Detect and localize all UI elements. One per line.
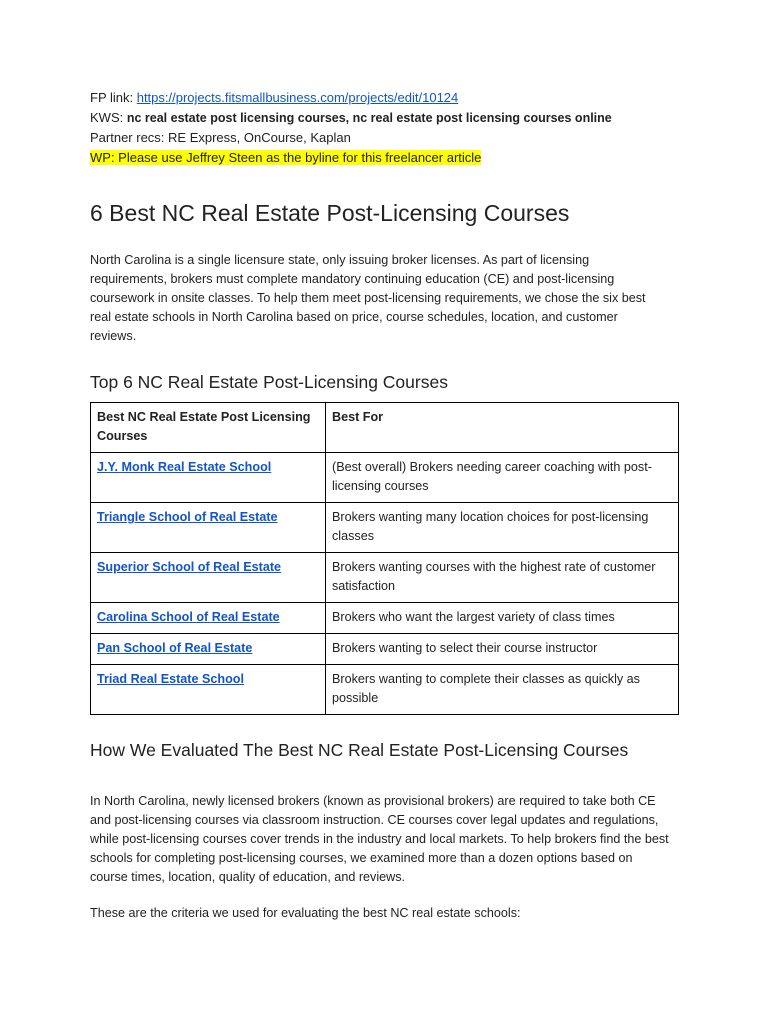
table-cell-school <box>91 553 326 603</box>
school-link[interactable]: J.Y. Monk Real Estate School <box>97 460 272 474</box>
table-row <box>91 634 679 665</box>
table-cell-best-for: Brokers wanting many location choices for post-licensing classes <box>326 503 679 553</box>
school-link[interactable]: Triangle School of Real Estate <box>97 510 278 524</box>
kws-value: nc real estate post licensing courses, nc real estate post licensing courses online <box>126 111 612 125</box>
table-cell-best-for: Brokers wanting to select their course instructor <box>326 634 679 665</box>
school-link[interactable]: Carolina School of Real Estate <box>97 610 280 624</box>
table-cell-school <box>91 453 326 503</box>
table-cell-school <box>91 503 326 553</box>
kws-line <box>90 108 612 128</box>
school-link[interactable]: Triad Real Estate School <box>97 672 244 686</box>
evaluation-heading: How We Evaluated The Best NC Real Estate Post-Licensing Courses <box>90 740 629 760</box>
intro-paragraph: North Carolina is a single licensure state, only issuing broker licenses. As part of licensing requirements, brokers must complete mandatory continuing education (CE) and post-licensing coursework in onsite classes. To help them meet post-licensing requirements, we chose the six best real estate schools in North Carolina based on price, course schedules, location, and customer reviews. <box>90 253 646 343</box>
table-cell-school <box>91 665 326 715</box>
school-link[interactable]: Pan School of Real Estate <box>97 641 253 655</box>
table-cell-school <box>91 634 326 665</box>
table-row <box>91 665 679 715</box>
fp-link[interactable]: https://projects.fitsmallbusiness.com/projects/edit/10124 <box>136 90 459 105</box>
criteria-intro: These are the criteria we used for evaluating the best NC real estate schools: <box>90 906 521 920</box>
kws-label: KWS: <box>90 110 127 125</box>
page-title: 6 Best NC Real Estate Post-Licensing Courses <box>90 200 570 226</box>
wp-note-line <box>90 148 481 168</box>
courses-table <box>90 402 679 715</box>
table-header-school: Best NC Real Estate Post Licensing Courses <box>91 403 326 453</box>
table-row <box>91 453 679 503</box>
table-cell-school <box>91 603 326 634</box>
top-courses-heading: Top 6 NC Real Estate Post-Licensing Courses <box>90 372 448 392</box>
table-row <box>91 553 679 603</box>
table-cell-best-for: Brokers who want the largest variety of class times <box>326 603 679 634</box>
wp-note-highlight: WP: Please use Jeffrey Steen as the byline for this freelancer article <box>90 150 482 165</box>
table-row <box>91 503 679 553</box>
partner-recs-line: Partner recs: RE Express, OnCourse, Kaplan <box>90 130 351 145</box>
table-header-best-for: Best For <box>326 403 679 453</box>
school-link[interactable]: Superior School of Real Estate <box>97 560 282 574</box>
table-row <box>91 603 679 634</box>
fp-link-line <box>90 88 458 108</box>
table-cell-best-for: (Best overall) Brokers needing career coaching with post-licensing courses <box>326 453 679 503</box>
evaluation-paragraph: In North Carolina, newly licensed brokers (known as provisional brokers) are required to take both CE and post-licensing courses via classroom instruction. CE courses cover legal updates and regulations, while post-licensing courses cover trends in the industry and local markets. To help brokers find the best schools for completing post-licensing courses, we examined more than a dozen options based on course times, location, quality of education, and reviews. <box>90 794 669 884</box>
table-cell-best-for: Brokers wanting courses with the highest rate of customer satisfaction <box>326 553 679 603</box>
table-header-row <box>91 403 679 453</box>
table-cell-best-for: Brokers wanting to complete their classes as quickly as possible <box>326 665 679 715</box>
fp-link-label: FP link: <box>90 90 137 105</box>
